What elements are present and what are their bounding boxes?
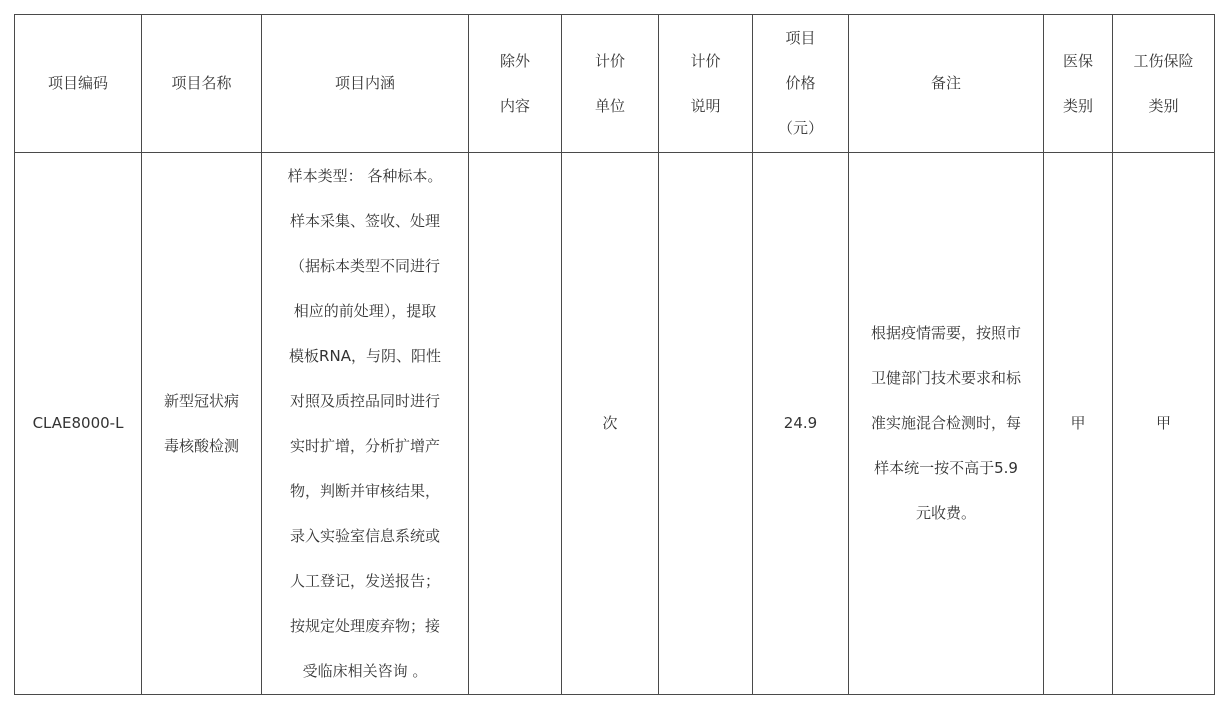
header-unit: 计价 单位: [562, 15, 659, 153]
header-pricing-note: 计价 说明: [659, 15, 753, 153]
header-injury-insurance: 工伤保险 类别: [1113, 15, 1215, 153]
cell-injury-insurance: 甲: [1113, 153, 1215, 695]
cell-name: 新型冠状病 毒核酸检测: [142, 153, 262, 695]
header-price: 项目 价格 （元）: [753, 15, 849, 153]
header-remarks: 备注: [849, 15, 1044, 153]
header-name: 项目名称: [142, 15, 262, 153]
header-content: 项目内涵: [262, 15, 469, 153]
price-table: [14, 14, 1215, 695]
cell-excluded: [469, 153, 562, 695]
header-row: [15, 15, 1215, 153]
cell-medical-insurance: 甲: [1044, 153, 1113, 695]
cell-unit: 次: [562, 153, 659, 695]
cell-pricing-note: [659, 153, 753, 695]
cell-code: CLAE8000-L: [15, 153, 142, 695]
table-row: [15, 153, 1215, 695]
cell-content: 样本类型： 各种标本。 样本采集、签收、处理 （据标本类型不同进行 相应的前处理），提取 模板RNA，与阴、阳性 对照及质控品同时进行 实时扩增，分析扩增产 物，判断并审核结果， 录入实验室信息系统或 人工登记，发送报告； 按规定处理废弃物；接 受临床相关咨询 。: [262, 153, 469, 695]
cell-price: 24.9: [753, 153, 849, 695]
header-code: 项目编码: [15, 15, 142, 153]
cell-remarks: 根据疫情需要，按照市 卫健部门技术要求和标 准实施混合检测时，每 样本统一按不高于5.9 元收费。: [849, 153, 1044, 695]
header-excluded: 除外 内容: [469, 15, 562, 153]
header-medical-insurance: 医保 类别: [1044, 15, 1113, 153]
